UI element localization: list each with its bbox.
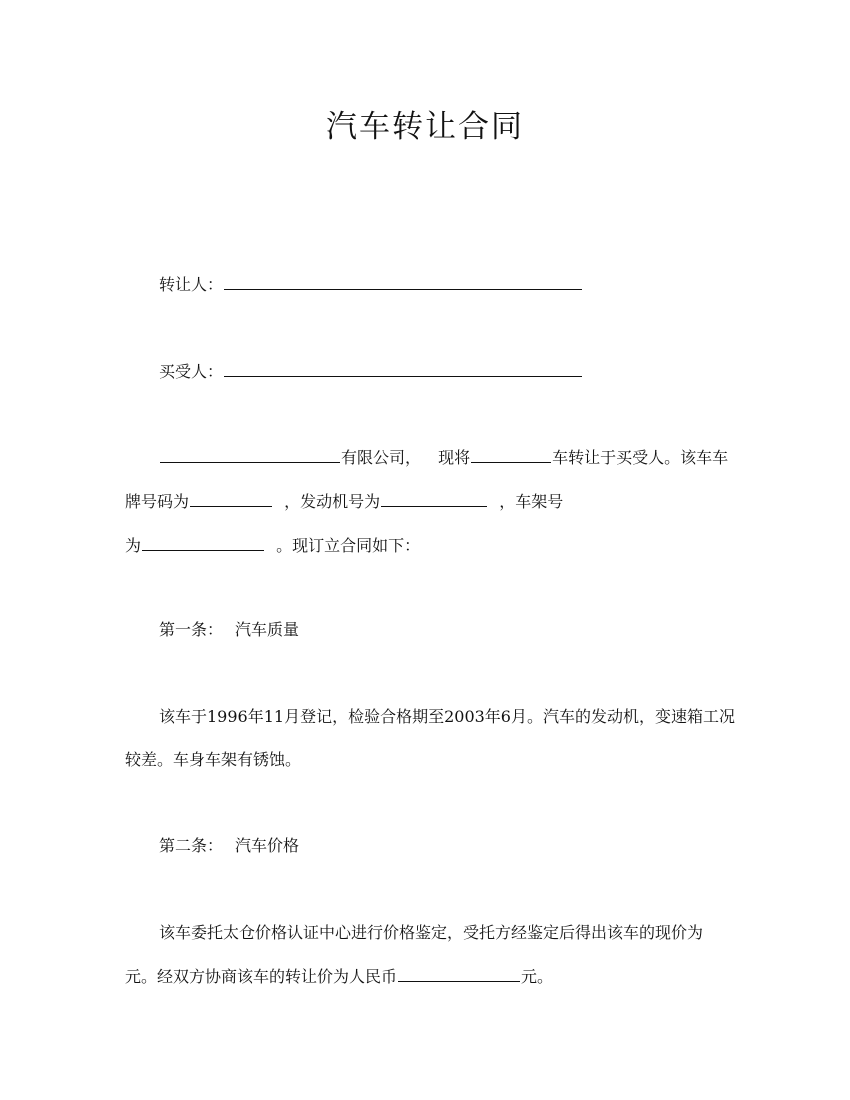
frame-label: ，车架号 [499, 492, 564, 511]
article-2-price-pre: 元。经双方协商该车的转让价为人民币 [125, 967, 398, 986]
engine-label: ，发动机号为 [284, 492, 381, 511]
transferor-label: 转让人： [159, 275, 224, 294]
article-2-para-line-1: 该车委托太仓价格认证中心进行价格鉴定，受托方经鉴定后得出该车的现价为 [159, 923, 704, 942]
company-name-blank[interactable] [160, 446, 340, 463]
company-suffix: 有限公司， [341, 448, 422, 467]
engine-number-blank[interactable] [381, 490, 487, 507]
intro-line-2 [125, 490, 563, 513]
frame-number-blank[interactable] [142, 534, 264, 551]
frame-wei-text: 为 [125, 536, 142, 555]
intro-line-3 [125, 534, 420, 557]
article-2-title: 汽车价格 [235, 836, 300, 855]
transferee-line [159, 360, 583, 383]
article-1-number: 第一条： [159, 620, 224, 639]
transferor-blank[interactable] [224, 273, 582, 290]
article-1-heading [159, 619, 299, 641]
article-1-title: 汽车质量 [235, 620, 300, 639]
article-1-para-line-1: 该车于1996年11月登记，检验合格期至2003年6月。汽车的发动机，变速箱工况 [159, 707, 735, 726]
article-2-heading [159, 835, 299, 857]
plate-label: 牌号码为 [125, 492, 190, 511]
article-2-price-post: 元。 [521, 967, 554, 986]
price-blank[interactable] [398, 965, 520, 982]
car-transfer-text: 车转让于买受人。该车车 [552, 448, 729, 467]
article-1-para-line-2: 较差。车身车架有锈蚀。 [125, 750, 302, 769]
document-title: 汽车转让合同 [326, 109, 524, 145]
transferee-blank[interactable] [224, 360, 582, 377]
intro-line-1 [159, 446, 728, 469]
transferee-label: 买受人： [159, 362, 224, 381]
car-model-blank[interactable] [471, 446, 551, 463]
transferor-line [159, 273, 583, 296]
intro-closing: 。现订立合同如下： [276, 536, 421, 555]
now-will-text: 现将 [438, 448, 471, 467]
article-2-para-line-2 [125, 965, 553, 988]
article-2-number: 第二条： [159, 836, 224, 855]
plate-number-blank[interactable] [190, 490, 272, 507]
